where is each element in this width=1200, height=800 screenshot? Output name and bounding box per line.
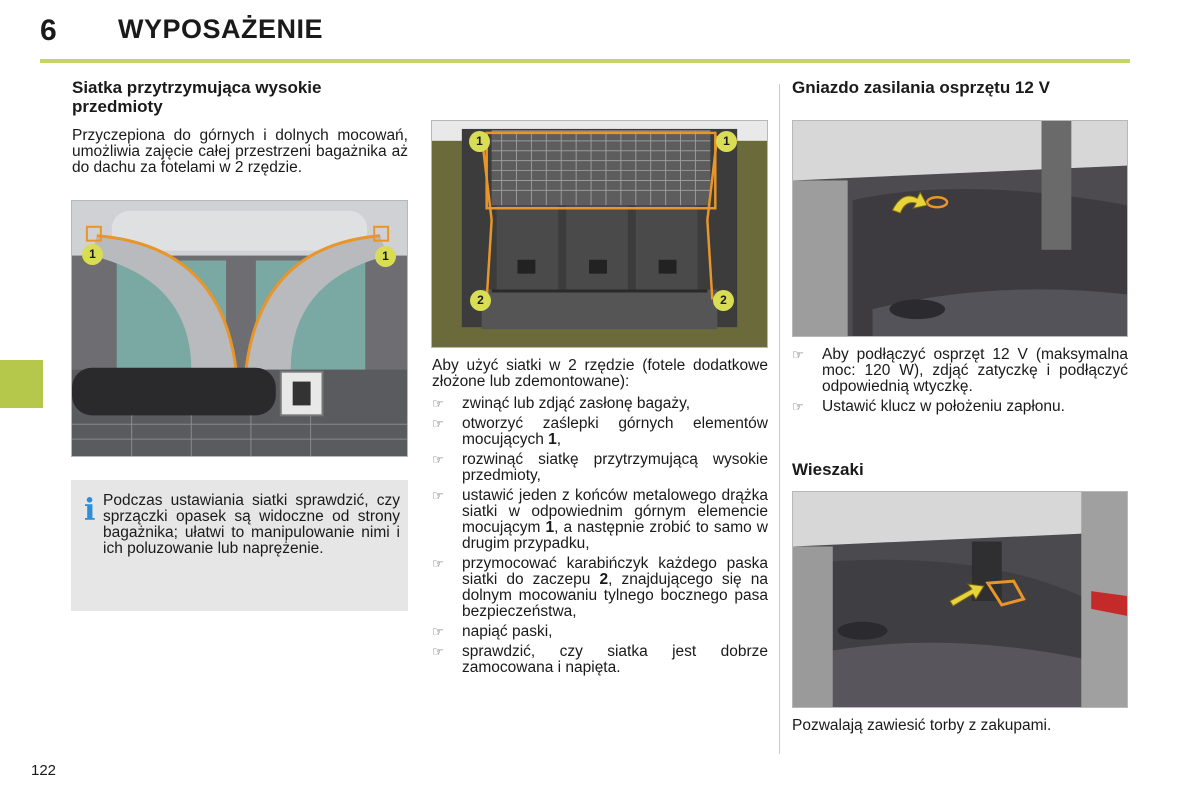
list-item: ☞ Ustawić klucz w położeniu zapłonu. — [792, 398, 1065, 415]
list-item: ☞ rozwinąć siatkę przytrzymującą wysokie przedmioty, — [432, 451, 768, 484]
hand-pointer-icon: ☞ — [432, 488, 444, 503]
anchor-label-1-left: 1 — [82, 244, 103, 265]
list-item: ☞ zwinąć lub zdjąć zasłonę bagaży, — [432, 395, 691, 412]
hand-pointer-icon: ☞ — [792, 399, 804, 414]
net-usage-intro: Aby użyć siatki w 2 rzędzie (fotele dodatkowe złożone lub zdemontowane): — [432, 357, 768, 390]
hooks-section-title: Wieszaki — [792, 460, 864, 479]
page-number: 122 — [31, 762, 57, 779]
hand-pointer-icon: ☞ — [432, 556, 444, 571]
bag-hooks-figure — [792, 491, 1128, 708]
hand-pointer-icon: ☞ — [792, 347, 804, 362]
list-item: ☞ Aby podłączyć osprzęt 12 V (maksymalna moc: 120 W), zdjąć zatyczkę i podłączyć odpowiednią wtyczkę. — [792, 346, 1128, 395]
list-item: ☞ sprawdzić, czy siatka jest dobrze zamocowana i napięta. — [432, 643, 768, 676]
column-divider — [779, 84, 780, 754]
list-item: ☞ przymocować karabińczyk każdego paska siatki do zaczepu 2, znajdującego się na dolnym mocowaniu tylnego bocznego pasa bezpieczeństwa, — [432, 555, 768, 620]
info-icon: i — [84, 493, 96, 528]
info-note — [71, 480, 408, 611]
net-label-2-left: 2 — [470, 290, 491, 311]
hand-pointer-icon: ☞ — [432, 644, 444, 659]
net-label-1-right: 1 — [716, 131, 737, 152]
trunk-net-figure — [431, 120, 768, 348]
hooks-caption: Pozwalają zawiesić torby z zakupami. — [792, 717, 1052, 734]
chapter-side-tab — [0, 360, 43, 408]
anchor-label-1-right: 1 — [375, 246, 396, 267]
list-item: ☞ napiąć paski, — [432, 623, 553, 640]
socket-section-title: Gniazdo zasilania osprzętu 12 V — [792, 78, 1050, 97]
net-label-2-right: 2 — [713, 290, 734, 311]
hand-pointer-icon: ☞ — [432, 416, 444, 431]
hand-pointer-icon: ☞ — [432, 452, 444, 467]
net-intro-text: Przyczepiona do górnych i dolnych mocowań, umożliwia zajęcie całej przestrzeni bagażnika aż do dachu za fotelami w 2 rzędzie. — [72, 127, 408, 176]
chapter-title: WYPOSAŻENIE — [118, 14, 324, 44]
list-item: ☞ ustawić jeden z końców metalowego drążka siatki w odpowiednim górnym elemencie mocującym 1, a następnie zrobić to samo w drugim przypadku, — [432, 487, 769, 552]
socket-steps-list — [792, 347, 1128, 419]
list-item: ☞ otworzyć zaślepki górnych elementów mocujących 1, — [432, 415, 768, 448]
hand-pointer-icon: ☞ — [432, 624, 444, 639]
power-socket-figure — [792, 120, 1128, 337]
net-label-1-left: 1 — [469, 131, 490, 152]
roof-anchors-figure — [71, 200, 408, 457]
chapter-number: 6 — [40, 14, 57, 47]
net-section-title: Siatka przytrzymująca wysokie przedmioty — [72, 78, 322, 116]
hand-pointer-icon: ☞ — [432, 396, 444, 411]
info-note-text: Podczas ustawiania siatki sprawdzić, czy sprzączki opasek są widoczne od strony bagażnika; ułatwi to manipulowanie nimi i ich poluzowanie lub naprężenie. — [103, 492, 400, 557]
header-rule — [40, 59, 1130, 63]
net-steps-list — [432, 396, 768, 680]
